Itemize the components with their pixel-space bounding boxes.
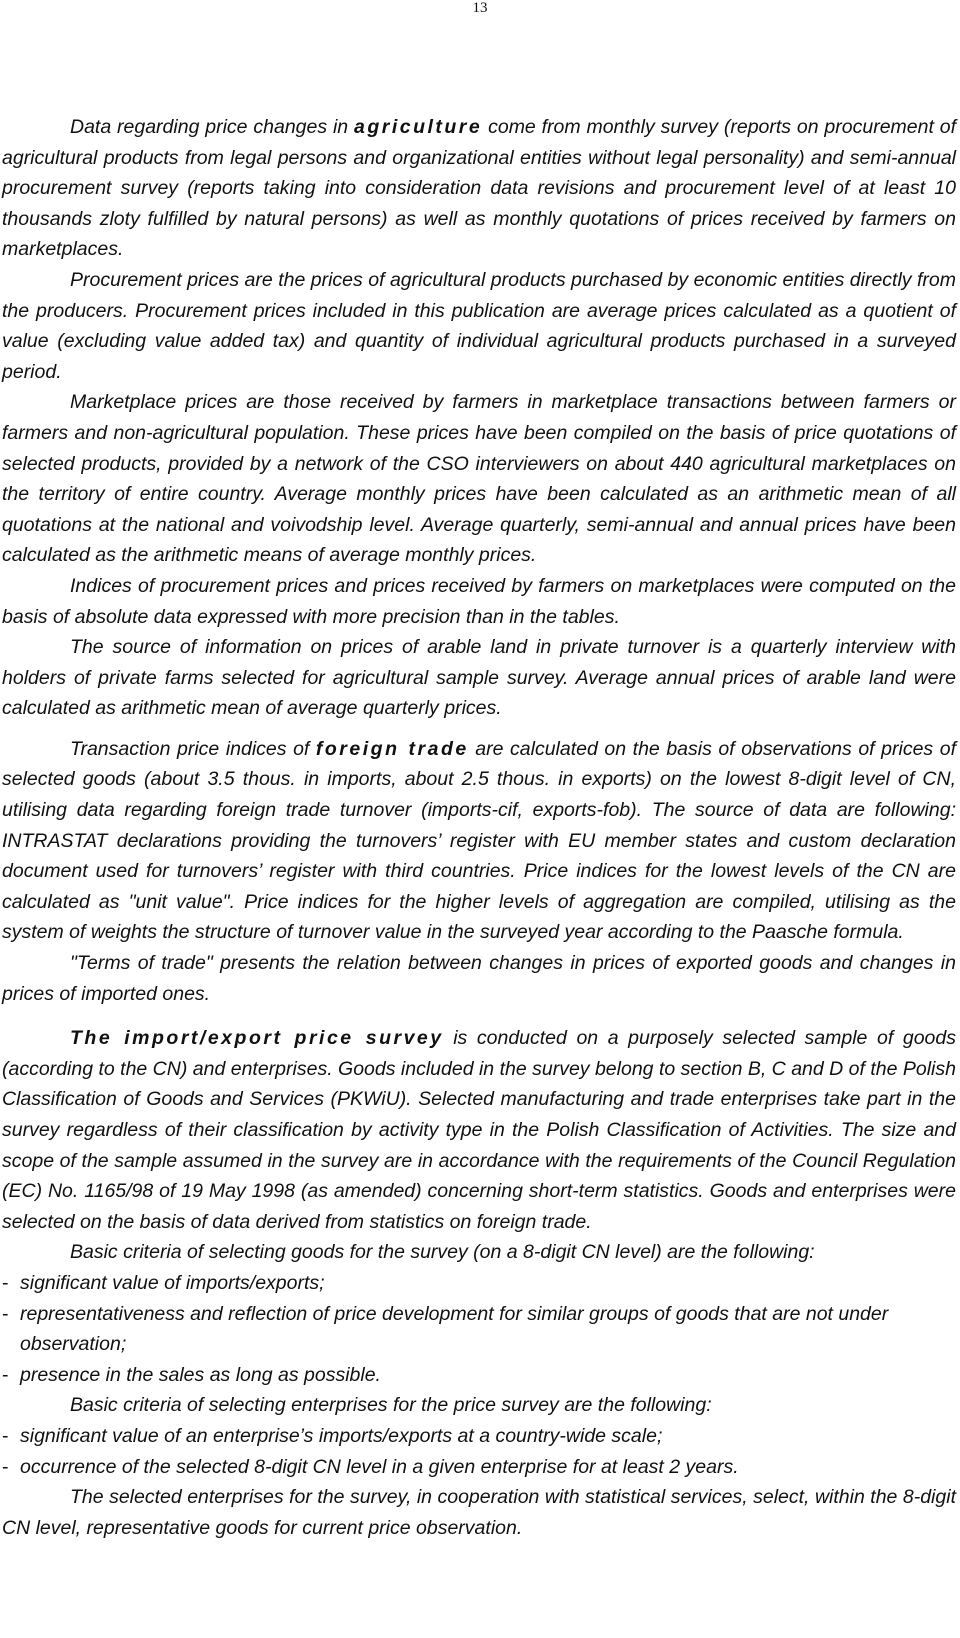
paragraph-marketplace-prices: Marketplace prices are those received by farmers in marketplace transactions between farmers or farmers and non-agricultural population. These prices have been compiled on the basis of price quotations of selected products, provided by a network of the CSO interviewers on about 440 agricultural marketplaces on the territory of entire country. Average monthly prices have been calculated as an arithmetic mean of all quotations at the national and voivodship level. Average quarterly, semi-annual and annual prices have been calculated as the arithmetic means of average monthly prices.	[2, 391, 956, 567]
paragraph-goods-criteria-intro: Basic criteria of selecting goods for the survey (on a 8-digit CN level) are the following:	[70, 1241, 815, 1264]
list-item	[2, 1360, 956, 1391]
list-item-text: occurrence of the selected 8-digit CN level in a given enterprise for at least 2 years.	[20, 1455, 739, 1478]
keyword-foreign-trade: foreign trade	[315, 737, 469, 760]
list-dash: -	[2, 1424, 9, 1447]
paragraph-representative-goods: The selected enterprises for the survey, in cooperation with statistical services, select, within the 8-digit CN level, representative goods for current price observation.	[2, 1486, 956, 1539]
list-item-text: representativeness and reflection of price development for similar groups of goods that are not under observation;	[20, 1302, 889, 1356]
list-dash: -	[2, 1363, 9, 1386]
paragraph-text: are calculated on the basis of observations of prices of selected goods (about 3.5 thous. in imports, about 2.5 thous. in exports) on the lowest 8-digit level of CN, utilising data regarding foreign trade turnover (imports-cif, exports-fob). The source of data are following: INTRASTAT declarations providing the turnovers’ register with EU member states and custom declaration document used for turnovers’ register with third countries. Price indices for the lowest levels of the CN are calculated as "unit value". Price indices for the higher levels of aggregation are compiled, utilising as the system of weights the structure of turnover value in the surveyed year according to the Paasche formula.	[2, 737, 956, 944]
paragraph-indices: Indices of procurement prices and prices received by farmers on marketplaces were computed on the basis of absolute data expressed with more precision than in the tables.	[2, 574, 956, 628]
paragraph-text: Data regarding price changes in	[70, 116, 354, 138]
list-dash: -	[2, 1302, 9, 1325]
keyword-import-export-survey: The import/export price survey	[70, 1027, 444, 1050]
list-item	[2, 1268, 956, 1299]
list-dash: -	[2, 1271, 9, 1294]
keyword-agriculture: agriculture	[353, 116, 483, 138]
paragraph-foreign-trade	[2, 734, 956, 948]
paragraph-arable-land: The source of information on prices of arable land in private turnover is a quarterly interview with holders of private farms selected for agricultural sample survey. Average annual prices of arable land were calculated as arithmetic mean of average quarterly prices.	[2, 636, 956, 720]
paragraph-text: Transaction price indices of	[70, 737, 316, 760]
list-item-text: significant value of imports/exports;	[20, 1271, 325, 1294]
paragraph-enterprise-criteria-intro: Basic criteria of selecting enterprises for the price survey are the following:	[70, 1394, 712, 1417]
paragraph-procurement-prices: Procurement prices are the prices of agricultural products purchased by economic entities directly from the producers. Procurement prices included in this publication are average prices calculated as a quotient of value (excluding value added tax) and quantity of individual agricultural products purchased in a surveyed period.	[2, 268, 956, 383]
list-item	[2, 1299, 956, 1360]
paragraph-agriculture	[2, 112, 956, 265]
page-number: 13	[472, 0, 488, 16]
document-body	[2, 112, 956, 1543]
paragraph-import-export-survey	[2, 1023, 956, 1237]
list-item-text: presence in the sales as long as possible.	[20, 1363, 381, 1386]
list-dash: -	[2, 1455, 9, 1478]
paragraph-terms-of-trade: "Terms of trade" presents the relation between changes in prices of exported goods and changes in prices of imported ones.	[2, 952, 956, 1005]
list-item	[2, 1452, 956, 1483]
list-item	[2, 1421, 956, 1452]
paragraph-text: come from monthly survey (reports on procurement of agricultural products from legal persons and organizational entities without legal personality) and semi-annual procurement survey (reports taking into consideration data revisions and procurement level of at least 10 thousands zloty fulfilled by natural persons) as well as monthly quotations of prices received by farmers on marketplaces.	[2, 116, 956, 261]
list-item-text: significant value of an enterprise’s imports/exports at a country-wide scale;	[20, 1424, 663, 1447]
paragraph-text: is conducted on a purposely selected sample of goods (according to the CN) and enterprises. Goods included in the survey belong to section B, C and D of the Polish Classification of Goods and Services (PKWiU). Selected manufacturing and trade enterprises take part in the survey regardless of their classification by activity type in the Polish Classification of Activities. The size and scope of the sample assumed in the survey are in accordance with the requirements of the Council Regulation (EC) No. 1165/98 of 19 May 1998 (as amended) concerning short-term statistics. Goods and enterprises were selected on the basis of data derived from statistics on foreign trade.	[2, 1027, 956, 1233]
